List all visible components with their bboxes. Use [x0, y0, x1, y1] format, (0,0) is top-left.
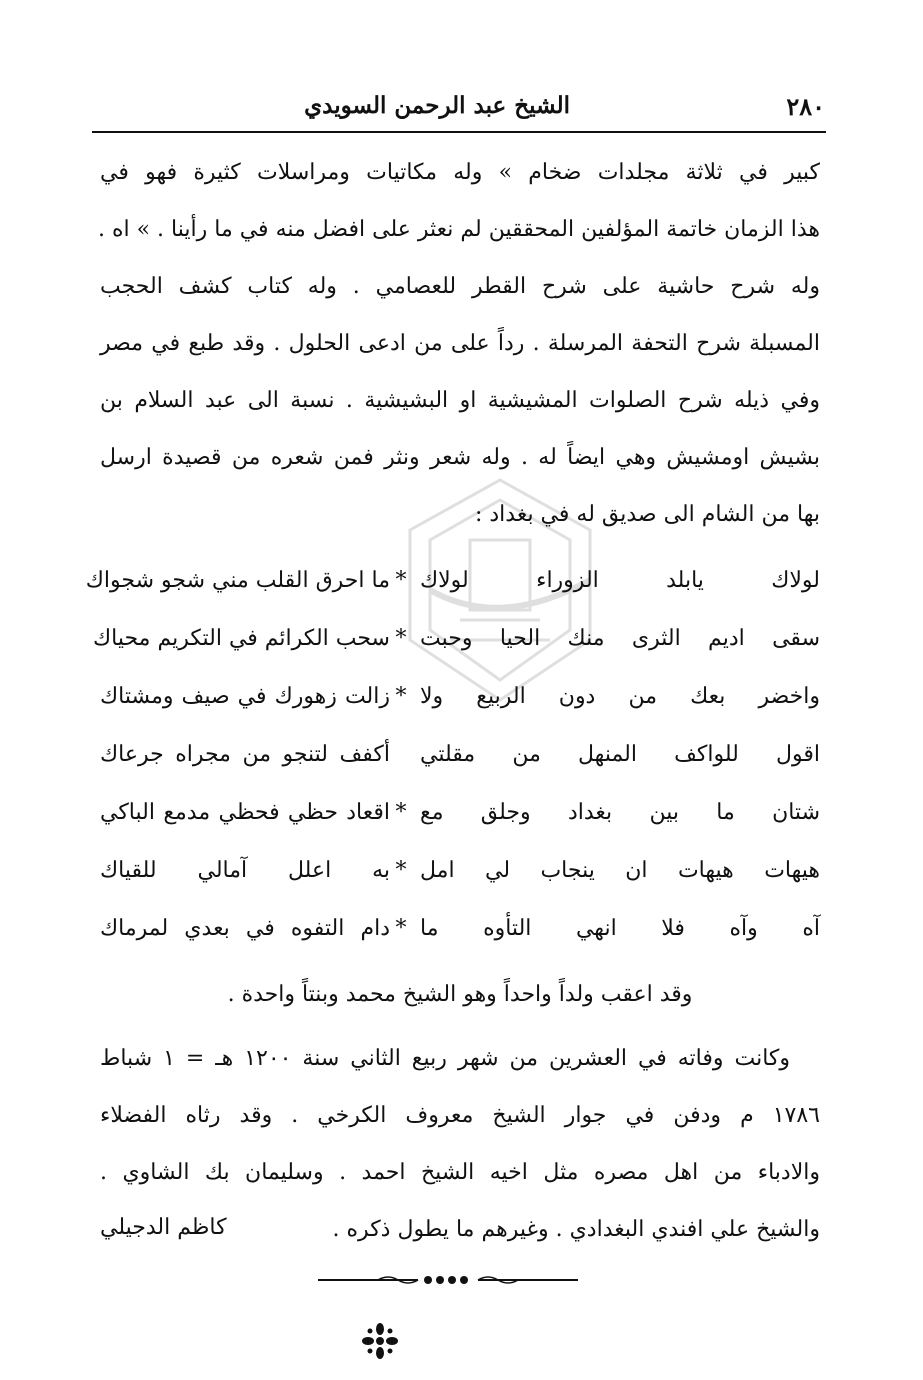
closing-line: وكانت وفاته في العشرين من شهر ربيع الثاني سنة ١٢٠٠ هـ = ١ شباط: [100, 1046, 790, 1071]
closing-line: ١٧٨٦ م ودفن في جوار الشيخ معروف الكرخي . وقد رثاه الفضلاء: [100, 1103, 820, 1128]
verse-separator: *: [395, 800, 407, 825]
prose-line: هذا الزمان خاتمة المؤلفين المحققين لم نعثر على افضل منه في ما رأينا . » اه .: [97, 217, 820, 242]
header-rule: [92, 131, 826, 133]
verse-first-hemistich: اقول للواكف المنهل من مقلتي: [420, 742, 820, 767]
after-poem-line: وقد اعقب ولداً واحداً وهو الشيخ محمد وبنتاً واحدة .: [227, 982, 693, 1007]
prose-line: المسبلة شرح التحفة المرسلة . رداً على من ادعى الحلول . وقد طبع في مصر: [100, 331, 820, 356]
verse-separator: *: [395, 916, 407, 941]
verse-second-hemistich: أكفف لتنجو من مجراه جرعاك: [100, 742, 390, 767]
closing-line: والادباء من اهل مصره مثل اخيه الشيخ احمد . وسليمان بك الشاوي .: [100, 1160, 820, 1185]
prose-line: بها من الشام الى صديق له في بغداد :: [474, 502, 820, 527]
verse-second-hemistich: سحب الكرائم في التكريم محياك: [92, 626, 390, 651]
verse-first-hemistich: شتان ما بين بغداد وجلق مع: [420, 800, 820, 825]
verse-separator: *: [395, 568, 407, 593]
verse-separator: *: [395, 626, 407, 651]
running-title: الشيخ عبد الرحمن السويدي: [304, 92, 570, 119]
running-header: [95, 92, 825, 132]
prose-line: بشيش اومشيش وهي ايضاً له . وله شعر ونثر فمن شعره من قصيدة ارسل: [100, 445, 820, 470]
verse-second-hemistich: زالت زهورك في صيف ومشتاك: [100, 684, 390, 709]
closing-line: والشيخ علي افندي البغدادي . وغيرهم ما يطول ذكره .: [332, 1217, 820, 1242]
verse-first-hemistich: هيهات هيهات ان ينجاب لي امل: [420, 858, 820, 883]
floral-ornament: [355, 1320, 405, 1362]
verse-second-hemistich: دام التفوه في بعدي لمرماك: [100, 916, 390, 941]
verse-first-hemistich: لولاك يابلد الزوراء لولاك: [420, 568, 820, 593]
prose-line: وفي ذيله شرح الصلوات المشيشية او البشيشية . نسبة الى عبد السلام بن: [100, 388, 820, 413]
ornamental-divider: [318, 1272, 578, 1288]
page-number: ٢٨٠: [786, 92, 825, 121]
prose-line: كبير في ثلاثة مجلدات ضخام » وله مكاتيات ومراسلات كثيرة فهو في: [100, 160, 820, 185]
verse-second-hemistich: اقعاد حظي فحظي مدمع الباكي: [100, 800, 390, 825]
author-signature: كاظم الدجيلي: [100, 1215, 227, 1240]
verse-second-hemistich: ما احرق القلب مني شجو شجواك: [85, 568, 390, 593]
verse-separator: *: [395, 858, 407, 883]
verse-first-hemistich: سقى اديم الثرى منك الحيا وحبت: [420, 626, 820, 651]
prose-line: وله شرح حاشية على شرح القطر للعصامي . وله كتاب كشف الحجب: [100, 274, 820, 299]
verse-first-hemistich: واخضر بعك من دون الربيع ولا: [420, 684, 820, 709]
verse-first-hemistich: آه وآه فلا انهي التأوه ما: [420, 916, 820, 941]
verse-separator: *: [395, 684, 407, 709]
verse-second-hemistich: به اعلل آمالي للقياك: [100, 858, 390, 883]
